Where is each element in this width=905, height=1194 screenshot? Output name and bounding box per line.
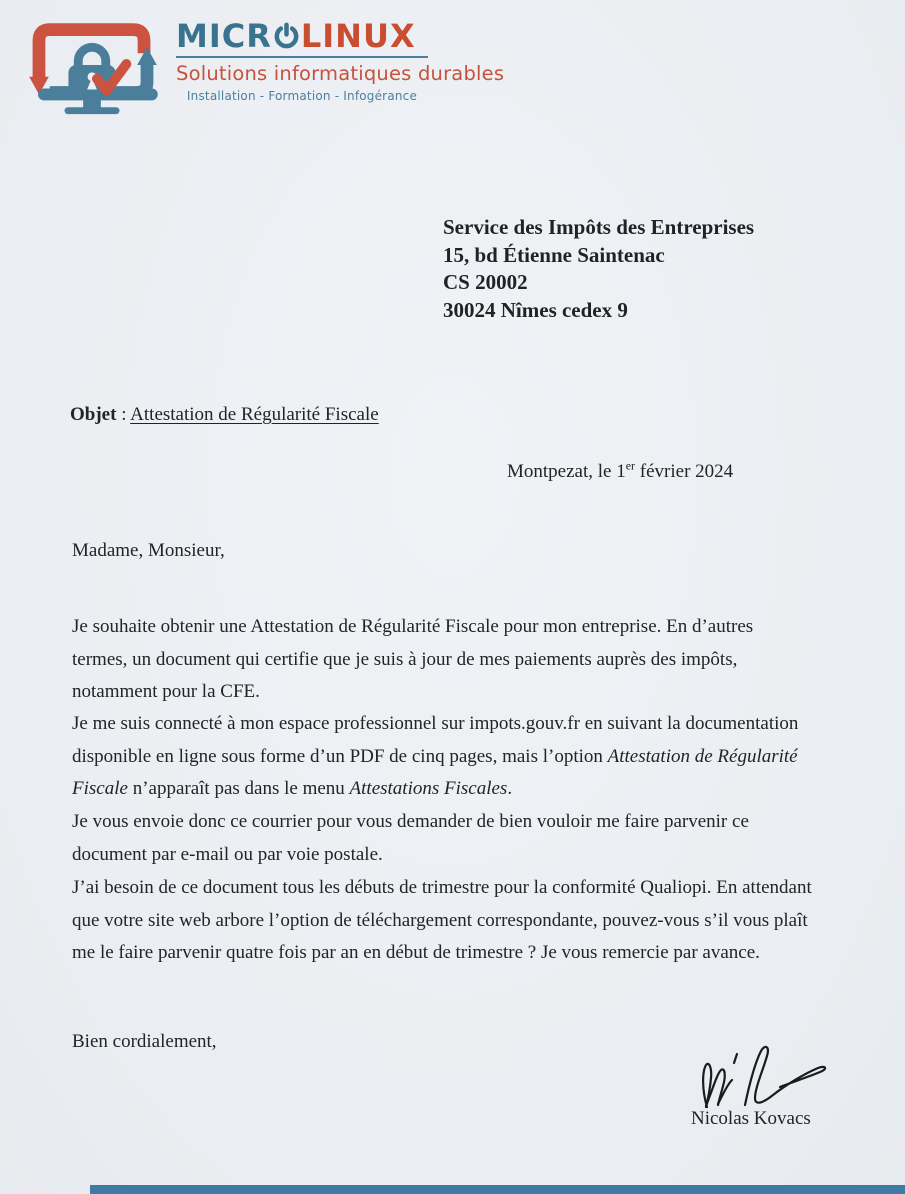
recipient-line: 15, bd Étienne Saintenac — [443, 242, 665, 267]
date-ordinal: er — [625, 458, 636, 473]
recipient-line: 30024 Nîmes cedex 9 — [443, 297, 628, 322]
paragraph-text: n’apparaît pas dans le menu — [127, 778, 350, 800]
power-button-icon — [273, 22, 300, 49]
brand-suffix: LINUX — [300, 17, 416, 55]
subject-value: Attestation de Régularité Fiscale — [130, 404, 379, 425]
brand-wordmark — [176, 17, 438, 55]
subject-label: Objet — [70, 404, 117, 425]
paragraph-text: Je me suis connecté à mon espace professionnel sur impots.gouv.fr en suivant la documentation disponible en ligne sous forme d’un PDF de cinq pages, mais l’option — [72, 713, 799, 767]
paragraph-text: . — [507, 778, 513, 800]
signature-scribble — [693, 1036, 833, 1116]
date-line — [507, 458, 734, 483]
salutation: Madame, Monsieur, — [72, 540, 225, 561]
logo-tagline: Solutions informatiques durables — [176, 62, 505, 85]
date-text: février 2024 — [635, 461, 734, 482]
italic-document-name: Attestation de Régularité Fiscale — [72, 745, 798, 800]
logo-text-block — [176, 17, 505, 103]
paragraph-mail-request: Je vous envoie donc ce courrier pour vous demander de bien vouloir me faire parvenir ce document par e-mail ou par voie postale. — [72, 811, 749, 865]
microlinux-logo-icon — [18, 10, 166, 118]
paragraph-request: Je souhaite obtenir une Attestation de Régularité Fiscale pour mon entreprise. En d’autres termes, un document qui certifie que je suis à jour de mes paiements auprès des impôts, notamment pour la CFE. — [72, 616, 754, 703]
logo-subtagline: Installation - Formation - Infogérance — [186, 89, 418, 103]
footer-accent-bar — [90, 1185, 905, 1194]
recipient-line: CS 20002 — [443, 270, 528, 294]
recipient-line: Service des Impôts des Entreprises — [443, 215, 755, 239]
signature-name: Nicolas Kovacs — [691, 1108, 811, 1129]
paragraph-website-issue — [72, 708, 812, 806]
recipient-address — [443, 214, 754, 324]
subject-line — [70, 404, 379, 426]
brand-underline — [176, 56, 428, 58]
italic-menu-name: Attestations Fiscales — [349, 778, 508, 800]
paragraph-quarterly-need: J’ai besoin de ce document tous les débuts de trimestre pour la conformité Qualiopi. En attendant que votre site web arbore l’option de téléchargement correspondante, pouvez-vous s’il vous plaît me le faire parvenir quatre fois par an en début de trimestre ? Je vous remercie par avance. — [72, 877, 812, 964]
date-text: Montpezat, le 1 — [507, 461, 626, 482]
closing-formula: Bien cordialement, — [72, 1031, 217, 1052]
subject-separator: : — [116, 404, 131, 425]
brand-prefix: MICR — [176, 17, 272, 55]
